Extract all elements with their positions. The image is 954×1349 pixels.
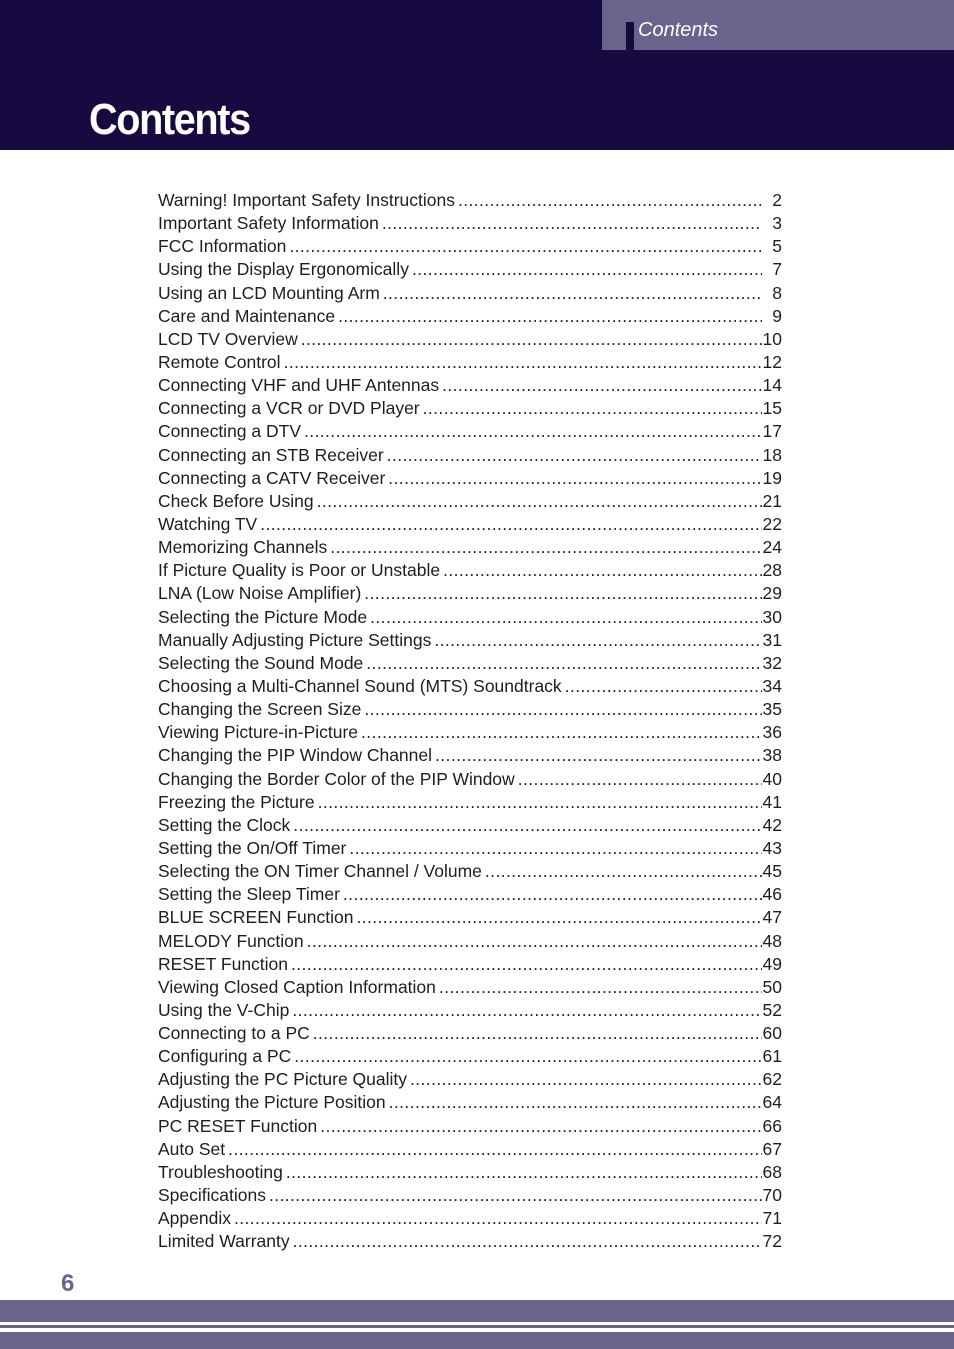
toc-entry-page: 22 — [762, 513, 782, 534]
dot-leader — [366, 653, 762, 674]
dot-leader — [260, 514, 762, 535]
toc-entry-page: 18 — [762, 444, 782, 465]
dot-leader — [383, 283, 762, 304]
toc-entry[interactable] — [158, 283, 782, 306]
toc-entry-title: Memorizing Channels — [158, 537, 328, 558]
dot-leader — [364, 699, 762, 720]
toc-entry[interactable] — [158, 699, 782, 722]
toc-entry[interactable] — [158, 884, 782, 907]
toc-entry-page: 71 — [762, 1208, 782, 1229]
toc-entry[interactable] — [158, 1185, 782, 1208]
dot-leader — [434, 630, 762, 651]
dot-leader — [293, 1231, 762, 1252]
toc-entry-title: Selecting the Sound Mode — [158, 652, 364, 673]
toc-entry-title: FCC Information — [158, 236, 287, 257]
toc-entry-page: 60 — [762, 1023, 782, 1044]
toc-entry-title: Check Before Using — [158, 490, 314, 511]
toc-entry-title: Selecting the ON Timer Channel / Volume — [158, 861, 482, 882]
toc-entry-title: Connecting VHF and UHF Antennas — [158, 375, 440, 396]
toc-entry-page: 30 — [762, 606, 782, 627]
toc-entry[interactable] — [158, 190, 782, 213]
toc-entry-title: Warning! Important Safety Instructions — [158, 190, 455, 210]
toc-entry[interactable] — [158, 1046, 782, 1069]
dot-leader — [307, 931, 762, 952]
toc-entry-page: 52 — [762, 999, 782, 1020]
toc-entry-page: 24 — [762, 537, 782, 558]
toc-entry-page: 46 — [762, 884, 782, 905]
toc-entry-title: Changing the Screen Size — [158, 699, 362, 720]
footer-rule — [0, 1332, 954, 1349]
dot-leader — [292, 1000, 762, 1021]
dot-leader — [518, 769, 762, 790]
toc-entry-page: 72 — [762, 1231, 782, 1252]
toc-entry-title: Using the V-Chip — [158, 999, 290, 1020]
dot-leader — [382, 213, 762, 234]
dot-leader — [313, 1023, 762, 1044]
toc-entry[interactable] — [158, 769, 782, 792]
toc-entry-title: Changing the PIP Window Channel — [158, 745, 433, 766]
toc-entry[interactable] — [158, 792, 782, 815]
dot-leader — [269, 1185, 762, 1206]
toc-entry-title: Changing the Border Color of the PIP Window — [158, 768, 515, 789]
toc-entry-title: Watching TV — [158, 513, 258, 534]
toc-entry-title: If Picture Quality is Poor or Unstable — [158, 560, 441, 581]
toc-entry-page: 7 — [772, 259, 782, 280]
toc-entry[interactable] — [158, 1231, 782, 1254]
toc-entry-page: 38 — [762, 745, 782, 766]
toc-entry-page: 70 — [762, 1185, 782, 1206]
toc-entry[interactable] — [158, 1092, 782, 1115]
toc-entry-title: Viewing Closed Caption Information — [158, 976, 436, 997]
toc-entry[interactable] — [158, 352, 782, 375]
section-tab-marker — [626, 22, 634, 50]
toc-entry-page: 28 — [762, 560, 782, 581]
toc-entry[interactable] — [158, 491, 782, 514]
toc-entry-page: 50 — [762, 976, 782, 997]
toc-entry-title: Appendix — [158, 1208, 231, 1229]
toc-entry-title: Care and Maintenance — [158, 305, 336, 326]
toc-entry-page: 2 — [772, 190, 782, 210]
toc-entry-page: 3 — [772, 213, 782, 234]
toc-entry-title: MELODY Function — [158, 930, 304, 951]
table-of-contents — [158, 190, 782, 1254]
dot-leader — [284, 352, 762, 373]
toc-entry[interactable] — [158, 1023, 782, 1046]
toc-entry[interactable] — [158, 977, 782, 1000]
toc-entry-page: 41 — [762, 791, 782, 812]
toc-entry[interactable] — [158, 1116, 782, 1139]
toc-entry-title: Connecting an STB Receiver — [158, 444, 384, 465]
toc-entry-page: 61 — [762, 1046, 782, 1067]
dot-leader — [330, 537, 762, 558]
toc-entry-page: 17 — [762, 421, 782, 442]
toc-entry-page: 9 — [772, 305, 782, 326]
dot-leader — [294, 1046, 762, 1067]
dot-leader — [343, 884, 762, 905]
toc-entry-title: Connecting a DTV — [158, 421, 301, 442]
toc-entry-title: LNA (Low Noise Amplifier) — [158, 583, 362, 604]
toc-entry-title: Connecting a CATV Receiver — [158, 467, 386, 488]
toc-entry-page: 42 — [762, 814, 782, 835]
footer-band — [0, 1300, 954, 1322]
toc-entry-page: 49 — [762, 953, 782, 974]
dot-leader — [389, 1092, 762, 1113]
dot-leader — [320, 1116, 762, 1137]
dot-leader — [357, 907, 763, 928]
toc-entry[interactable] — [158, 514, 782, 537]
toc-entry[interactable] — [158, 838, 782, 861]
toc-entry[interactable] — [158, 259, 782, 282]
toc-entry-title: Important Safety Information — [158, 213, 379, 234]
toc-entry-title: PC RESET Function — [158, 1115, 318, 1136]
toc-entry-page: 68 — [762, 1161, 782, 1182]
toc-entry-page: 48 — [762, 930, 782, 951]
toc-entry-page: 5 — [772, 236, 782, 257]
dot-leader — [485, 861, 762, 882]
dot-leader — [443, 560, 762, 581]
toc-entry-page: 19 — [762, 467, 782, 488]
toc-entry-title: Adjusting the Picture Position — [158, 1092, 386, 1113]
toc-entry-title: Specifications — [158, 1185, 266, 1206]
dot-leader — [439, 977, 762, 998]
toc-entry-page: 62 — [762, 1069, 782, 1090]
toc-entry-title: Connecting a VCR or DVD Player — [158, 398, 420, 419]
toc-entry[interactable] — [158, 236, 782, 259]
footer-rule — [0, 1325, 954, 1328]
toc-entry-title: Setting the Sleep Timer — [158, 884, 340, 905]
toc-entry-page: 15 — [762, 398, 782, 419]
dot-leader — [364, 583, 762, 604]
dot-leader — [228, 1139, 762, 1160]
toc-entry[interactable] — [158, 676, 782, 699]
toc-entry[interactable] — [158, 954, 782, 977]
toc-entry-title: Auto Set — [158, 1138, 226, 1159]
toc-entry-title: LCD TV Overview — [158, 328, 298, 349]
toc-entry[interactable] — [158, 560, 782, 583]
dot-leader — [388, 468, 762, 489]
dot-leader — [423, 398, 762, 419]
toc-entry-page: 47 — [762, 907, 782, 928]
dot-leader — [387, 445, 762, 466]
toc-entry-page: 66 — [762, 1115, 782, 1136]
toc-entry[interactable] — [158, 445, 782, 468]
toc-entry[interactable] — [158, 583, 782, 606]
toc-entry-page: 36 — [762, 722, 782, 743]
toc-entry-page: 8 — [772, 282, 782, 303]
toc-entry[interactable] — [158, 375, 782, 398]
toc-entry-title: Selecting the Picture Mode — [158, 606, 368, 627]
toc-entry[interactable] — [158, 1162, 782, 1185]
toc-entry[interactable] — [158, 1069, 782, 1092]
toc-entry-title: Viewing Picture-in-Picture — [158, 722, 359, 743]
section-label: Contents — [638, 19, 719, 41]
toc-entry-page: 43 — [762, 837, 782, 858]
toc-entry-page: 34 — [762, 675, 782, 696]
toc-entry[interactable] — [158, 861, 782, 884]
dot-leader — [293, 815, 762, 836]
dot-leader — [410, 1069, 762, 1090]
toc-entry-page: 12 — [762, 351, 782, 372]
dot-leader — [338, 306, 762, 327]
toc-entry-page: 35 — [762, 699, 782, 720]
toc-entry-page: 64 — [762, 1092, 782, 1113]
toc-entry-page: 45 — [762, 861, 782, 882]
toc-entry[interactable] — [158, 653, 782, 676]
dot-leader — [458, 190, 762, 211]
toc-entry[interactable] — [158, 398, 782, 421]
dot-leader — [289, 236, 762, 257]
toc-entry[interactable] — [158, 1000, 782, 1023]
toc-entry-title: RESET Function — [158, 953, 289, 974]
dot-leader — [291, 954, 762, 975]
toc-entry-title: Limited Warranty — [158, 1231, 290, 1252]
dot-leader — [349, 838, 762, 859]
toc-entry[interactable] — [158, 907, 782, 930]
dot-leader — [361, 722, 762, 743]
dot-leader — [301, 329, 762, 350]
toc-entry[interactable] — [158, 931, 782, 954]
toc-entry-title: Remote Control — [158, 351, 281, 372]
toc-entry-page: 32 — [762, 652, 782, 673]
toc-entry[interactable] — [158, 468, 782, 491]
toc-entry[interactable] — [158, 722, 782, 745]
toc-entry-title: Adjusting the PC Picture Quality — [158, 1069, 408, 1090]
toc-entry-title: Manually Adjusting Picture Settings — [158, 629, 432, 650]
toc-entry[interactable] — [158, 745, 782, 768]
toc-entry-title: Setting the On/Off Timer — [158, 837, 347, 858]
toc-entry-title: Troubleshooting — [158, 1161, 283, 1182]
toc-entry[interactable] — [158, 213, 782, 236]
toc-entry-title: Using an LCD Mounting Arm — [158, 282, 380, 303]
toc-entry[interactable] — [158, 306, 782, 329]
page-title: Contents — [89, 95, 250, 144]
dot-leader — [412, 259, 762, 280]
toc-entry[interactable] — [158, 537, 782, 560]
toc-entry-page: 40 — [762, 768, 782, 789]
toc-entry[interactable] — [158, 607, 782, 630]
dot-leader — [565, 676, 762, 697]
page-number: 6 — [61, 1270, 75, 1297]
dot-leader — [318, 792, 762, 813]
dot-leader — [435, 745, 762, 766]
toc-entry-title: Using the Display Ergonomically — [158, 259, 409, 280]
dot-leader — [442, 375, 762, 396]
toc-entry-title: Configuring a PC — [158, 1046, 292, 1067]
toc-entry[interactable] — [158, 1208, 782, 1231]
toc-entry[interactable] — [158, 329, 782, 352]
toc-entry[interactable] — [158, 421, 782, 444]
toc-entry-page: 10 — [762, 328, 782, 349]
toc-entry-page: 14 — [762, 375, 782, 396]
toc-entry-page: 67 — [762, 1138, 782, 1159]
toc-entry[interactable] — [158, 1139, 782, 1162]
toc-entry-title: Setting the Clock — [158, 814, 291, 835]
toc-entry-title: Choosing a Multi-Channel Sound (MTS) Soundtrack — [158, 675, 562, 696]
toc-entry-page: 21 — [762, 490, 782, 511]
dot-leader — [370, 607, 762, 628]
dot-leader — [317, 491, 762, 512]
toc-entry-title: Connecting to a PC — [158, 1023, 310, 1044]
toc-entry-title: Freezing the Picture — [158, 791, 315, 812]
toc-entry[interactable] — [158, 815, 782, 838]
dot-leader — [286, 1162, 762, 1183]
toc-entry-page: 29 — [762, 583, 782, 604]
toc-entry-title: BLUE SCREEN Function — [158, 907, 354, 928]
toc-entry[interactable] — [158, 630, 782, 653]
dot-leader — [304, 421, 762, 442]
dot-leader — [234, 1208, 762, 1229]
toc-entry-page: 31 — [762, 629, 782, 650]
